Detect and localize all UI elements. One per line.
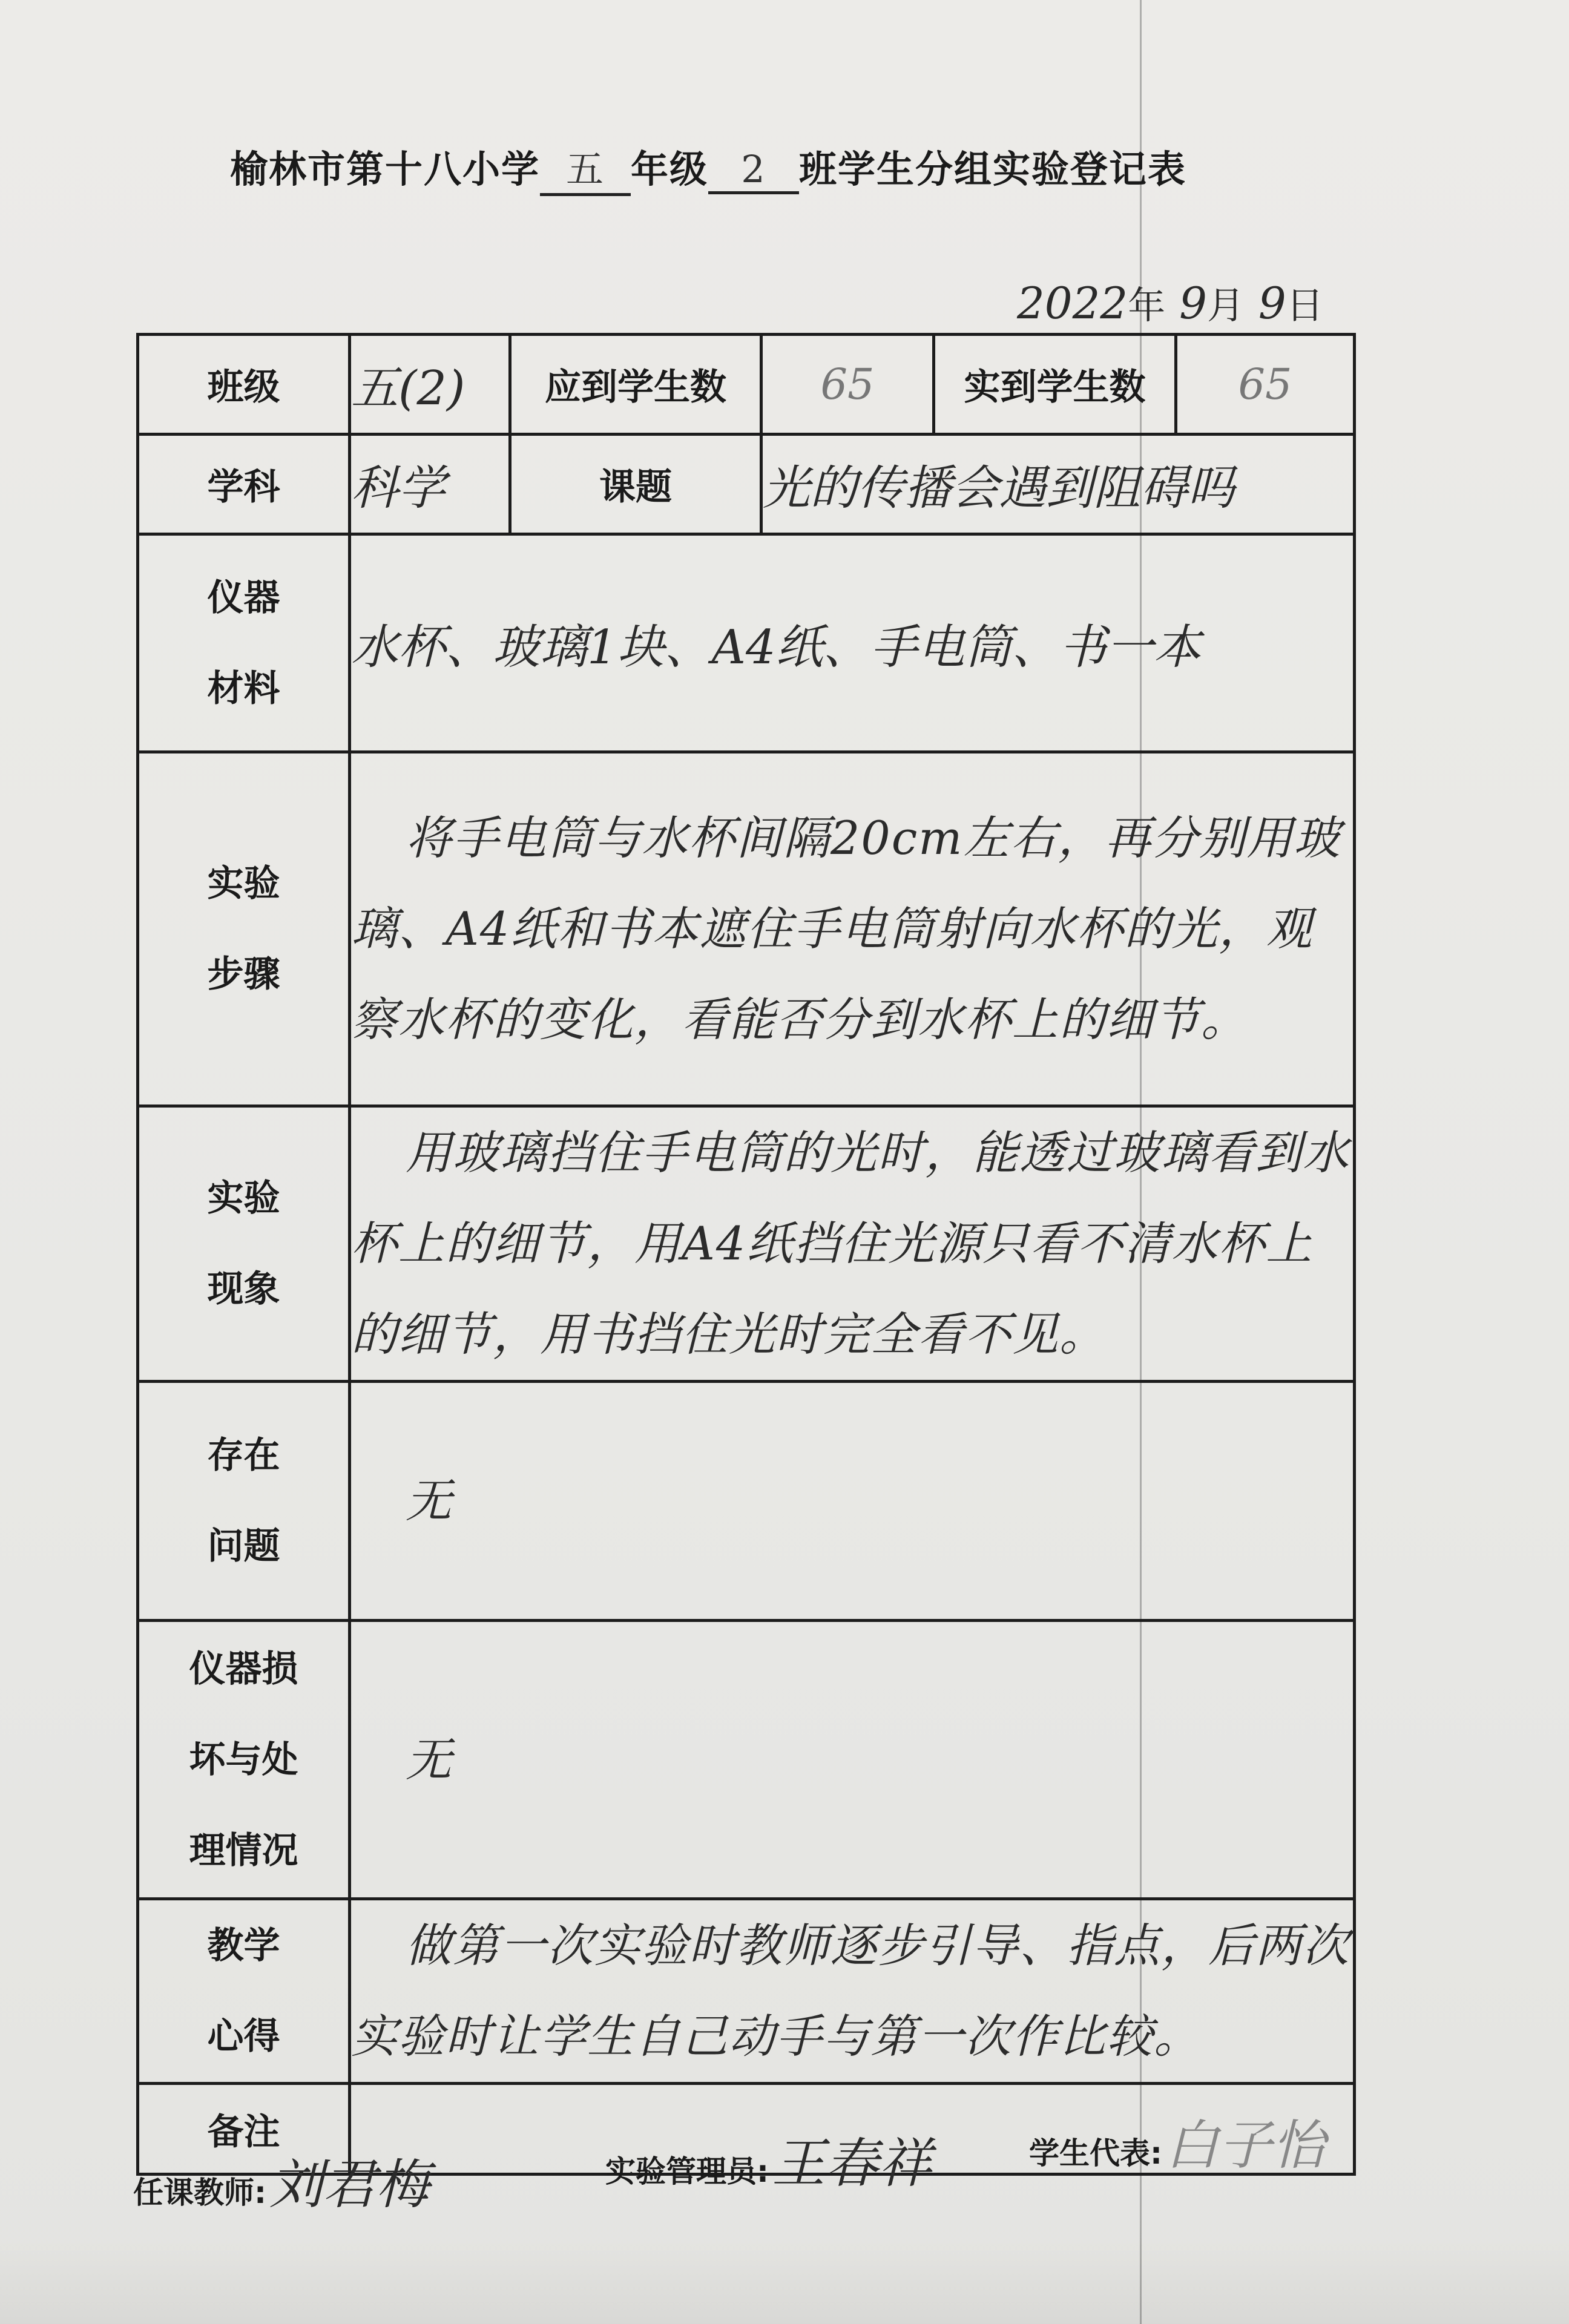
damage-label-line1: 仪器损 bbox=[189, 1647, 298, 1690]
manager-signature: 王春祥 bbox=[772, 2132, 932, 2194]
remarks-label: 备注 bbox=[138, 2084, 350, 2175]
title-grade-word: 年级 bbox=[631, 147, 709, 191]
steps-value: 将手电筒与水杯间隔20cm左右，再分别用玻璃、A4纸和书本遮住手电筒射向水杯的光，观察水杯的变化，看能否分到水杯上的细节。 bbox=[350, 752, 1355, 1106]
phenomenon-label-line2: 现象 bbox=[207, 1268, 280, 1310]
equipment-value: 水杯、玻璃1块、A4纸、手电筒、书一本 bbox=[350, 534, 1355, 752]
reflection-value: 做第一次实验时教师逐步引导、指点，后两次实验时让学生自己动手与第一次作比较。 bbox=[350, 1899, 1355, 2084]
damage-label-line3: 理情况 bbox=[189, 1829, 298, 1872]
row-class bbox=[138, 335, 1355, 435]
class-label: 班级 bbox=[138, 335, 350, 435]
experiment-register-table bbox=[136, 333, 1356, 2176]
row-problems bbox=[138, 1382, 1355, 1621]
actual-students-label: 实到学生数 bbox=[934, 335, 1176, 435]
class-value: 五(2) bbox=[350, 335, 510, 435]
phenomenon-label bbox=[138, 1106, 350, 1382]
expected-students-label: 应到学生数 bbox=[510, 335, 761, 435]
date-day: 9 bbox=[1258, 278, 1286, 329]
form-date bbox=[1017, 275, 1324, 329]
phenomenon-value: 用玻璃挡住手电筒的光时，能透过玻璃看到水杯上的细节，用A4纸挡住光源只看不清水杯上的细节，用书挡住光时完全看不见。 bbox=[350, 1106, 1355, 1382]
date-year: 2022 bbox=[1017, 278, 1128, 329]
class-blank: 2 bbox=[708, 147, 799, 194]
teacher-signature-block bbox=[133, 2142, 429, 2219]
steps-label-line1: 实验 bbox=[207, 862, 280, 905]
equipment-label bbox=[138, 534, 350, 752]
date-day-label: 日 bbox=[1286, 283, 1324, 327]
form-title bbox=[230, 139, 1350, 196]
phenomenon-label-line1: 实验 bbox=[207, 1177, 280, 1219]
row-equipment bbox=[138, 534, 1355, 752]
signature-footer bbox=[133, 2114, 1404, 2216]
teacher-label: 任课教师: bbox=[133, 2175, 266, 2210]
subject-value: 科学 bbox=[350, 435, 510, 534]
grade-blank: 五 bbox=[540, 139, 631, 196]
problems-value: 无 bbox=[350, 1382, 1355, 1621]
reflection-label-line2: 心得 bbox=[207, 2015, 280, 2058]
problems-label bbox=[138, 1382, 350, 1621]
student-signature: 白子怡 bbox=[1165, 2114, 1326, 2176]
row-phenomenon bbox=[138, 1106, 1355, 1382]
damage-label bbox=[138, 1621, 350, 1899]
problems-label-line2: 问题 bbox=[207, 1525, 280, 1567]
row-subject bbox=[138, 435, 1355, 534]
manager-label: 实验管理员: bbox=[605, 2154, 769, 2189]
equipment-label-line2: 材料 bbox=[207, 667, 280, 710]
topic-value: 光的传播会遇到阻碍吗 bbox=[761, 435, 1355, 534]
reflection-label-line1: 教学 bbox=[207, 1925, 280, 1967]
student-label: 学生代表: bbox=[1029, 2136, 1162, 2171]
subject-label: 学科 bbox=[138, 435, 350, 534]
row-reflection bbox=[138, 1899, 1355, 2084]
topic-label: 课题 bbox=[510, 435, 761, 534]
title-school: 榆林市第十八小学 bbox=[230, 147, 541, 191]
title-rest: 班学生分组实验登记表 bbox=[799, 147, 1187, 191]
damage-value: 无 bbox=[350, 1621, 1355, 1899]
date-month: 9 bbox=[1179, 278, 1207, 329]
damage-label-line2: 坏与处 bbox=[189, 1738, 298, 1781]
steps-label bbox=[138, 752, 350, 1106]
equipment-label-line1: 仪器 bbox=[207, 576, 280, 619]
page-shadow bbox=[0, 2239, 1569, 2324]
date-month-label: 月 bbox=[1206, 283, 1245, 327]
row-steps bbox=[138, 752, 1355, 1106]
student-signature-block bbox=[1029, 2103, 1325, 2179]
steps-label-line2: 步骤 bbox=[207, 953, 280, 996]
teacher-signature: 刘君梅 bbox=[269, 2153, 430, 2216]
row-damage bbox=[138, 1621, 1355, 1899]
expected-students-value: 65 bbox=[761, 335, 934, 435]
manager-signature-block bbox=[605, 2121, 932, 2198]
reflection-label bbox=[138, 1899, 350, 2084]
actual-students-value: 65 bbox=[1176, 335, 1355, 435]
problems-label-line1: 存在 bbox=[207, 1434, 280, 1477]
date-year-label: 年 bbox=[1128, 283, 1166, 327]
